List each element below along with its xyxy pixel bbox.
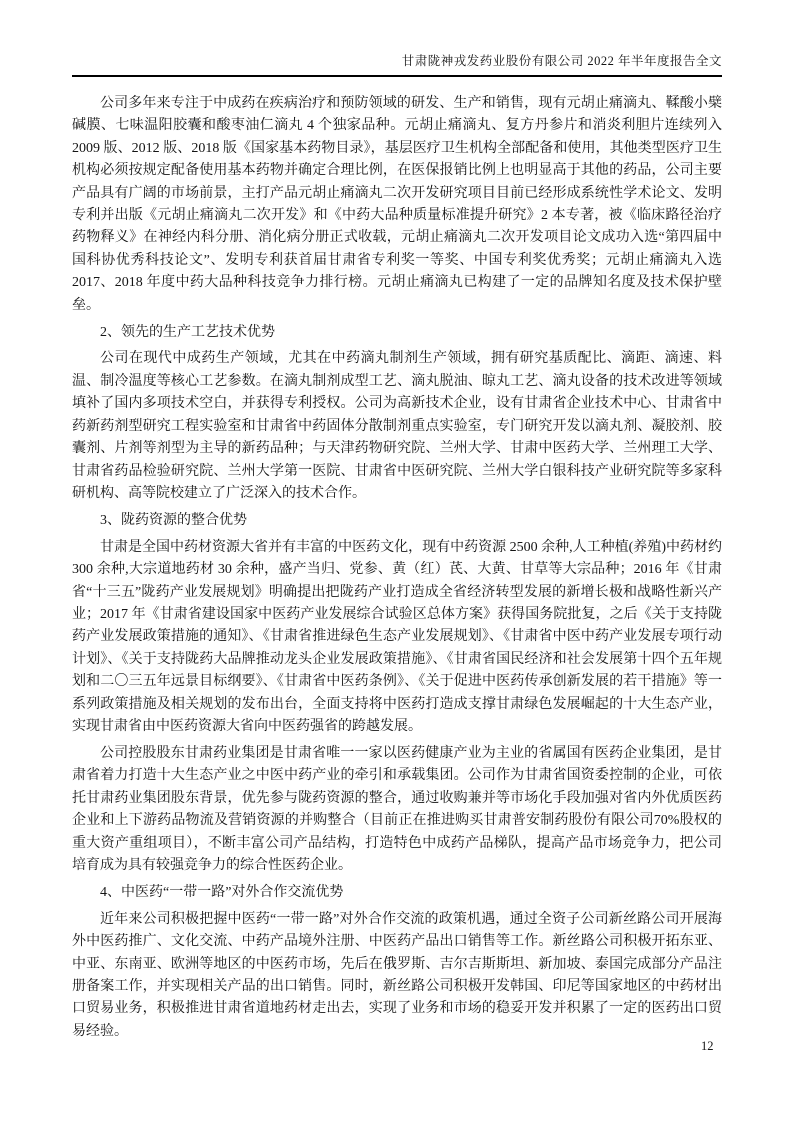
paragraph: 近年来公司积极把握中医药“一带一路”对外合作交流的政策机遇，通过全资子公司新丝路公司开展海外中医药推广、文化交流、中药产品境外注册、中医药产品出口销售等工作。新丝路公司积极开拓东亚、中亚、东南亚、欧洲等地区的中医药市场，先后在俄罗斯、吉尔吉斯斯坦、新加坡、泰国完成部分产品注册备案工作，并实现相关产品的出口销售。同时，新丝路公司积极开发韩国、印尼等国家地区的中药材出口贸易业务，积极推进甘肃省道地药材走出去，实现了业务和市场的稳妥开发并积累了一定的医药出口贸易经验。 [72, 911, 722, 1039]
section-heading: 2、领先的生产工艺技术优势 [100, 324, 275, 340]
page-header [72, 53, 722, 77]
paragraph: 公司多年来专注于中成药在疾病治疗和预防领域的研发、生产和销售，现有元胡止痛滴丸、鞣酸小檗碱膜、七味温阳胶囊和酸枣油仁滴丸 4 个独家品种。元胡止痛滴丸、复方丹参片和消炎利胆片连续列入 2009 版、2012 版、2018 版《国家基本药物目录》，基层医疗卫生机构全部配备和使用，其他类型医疗卫生机构必须按规定配备使用基本药物并确定合理比例，在医保报销比例上也明显高于其他的药品，公司主要产品具有广阔的市场前景，主打产品元胡止痛滴丸二次开发研究项目目前已经形成系统性学术论文、发明专利并出版《元胡止痛滴丸二次开发》和《中药大品种质量标准提升研究》2 本专著，被《临床路径治疗药物释义》在神经内科分册、消化病分册正式收载，元胡止痛滴丸二次开发项目论文成功入选“第四届中国科协优秀科技论文”、发明专利获首届甘肃省专利奖一等奖、中国专利奖优秀奖；元胡止痛滴丸入选 2017、2018 年度中药大品种科技竞争力排行榜。元胡止痛滴丸已构建了一定的品牌知名度及技术保护壁垒。 [72, 96, 722, 313]
section-heading: 4、中医药“一带一路”对外合作交流优势 [100, 884, 344, 900]
report-title: 甘肃陇神戎发药业股份有限公司 2022 年半年度报告全文 [401, 54, 722, 68]
paragraph: 甘肃是全国中药材资源大省并有丰富的中医药文化，现有中药资源 2500 余种,人工种植(养殖)中药材约 300 余种,大宗道地药材 30 余种，盛产当归、党参、黄（红）芪、大黄、甘草等大宗品种；2016 年《甘肃省“十三五”陇药产业发展规划》明确提出把陇药产业打造成全省经济转型发展的新增长极和战略性新兴产业；2017 年《甘肃省建设国家中医药产业发展综合试验区总体方案》获得国务院批复，之后《关于支持陇药产业发展政策措施的通知》、《甘肃省推进绿色生态产业发展规划》、《甘肃省中医中药产业发展专项行动计划》、《关于支持陇药大品牌推动龙头企业发展政策措施》、《甘肃省国民经济和社会发展第十四个五年规划和二〇三五年远景目标纲要》、《甘肃省中医药条例》、《关于促进中医药传承创新发展的若干措施》等一系列政策措施及相关规划的发布出台，全面支持将中医药打造成支撑甘肃绿色发展崛起的十大生态产业，实现甘肃省由中医药资源大省向中医药强省的跨越发展。 [72, 539, 722, 734]
page-number: 12 [701, 1039, 714, 1053]
paragraph: 公司在现代中成药生产领域，尤其在中药滴丸制剂生产领域，拥有研究基质配比、滴距、滴速、料温、制冷温度等核心工艺参数。在滴丸制剂成型工艺、滴丸脱油、晾丸工艺、滴丸设备的技术改进等领域填补了国内多项技术空白，并获得专利授权。公司为高新技术企业，设有甘肃省企业技术中心、甘肃省中药新药剂型研究工程实验室和甘肃省中药固体分散制剂重点实验室，专门研究开发以滴丸剂、凝胶剂、胶囊剂、片剂等剂型为主导的新药品种；与天津药物研究院、兰州大学、甘肃中医药大学、兰州理工大学、甘肃省药品检验研究院、兰州大学第一医院、甘肃省中医研究院、兰州大学白银科技产业研究院等多家科研机构、高等院校建立了广泛深入的技术合作。 [72, 351, 722, 501]
document-body [72, 93, 722, 1048]
section-heading: 3、陇药资源的整合优势 [100, 512, 247, 528]
paragraph: 公司控股股东甘肃药业集团是甘肃省唯一一家以医药健康产业为主业的省属国有医药企业集团，是甘肃省着力打造十大生态产业之中医中药产业的牵引和承载集团。公司作为甘肃省国资委控制的企业，可依托甘肃药业集团股东背景，优先参与陇药资源的整合，通过收购兼并等市场化手段加强对省内外优质医药企业和上下游药品物流及营销资源的并购整合（目前正在推进购买甘肃普安制药股份有限公司70%股权的重大资产重组项目），不断丰富公司产品结构，打造特色中成药产品梯队，提高产品市场竞争力，把公司培育成为具有较强竞争力的综合性医药企业。 [72, 745, 722, 873]
